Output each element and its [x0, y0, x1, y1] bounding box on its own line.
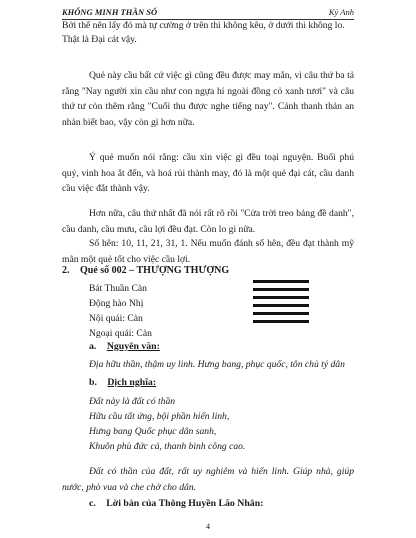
verse-line-2: Hữu cầu tất ứng, bội phần hiển linh,: [89, 411, 230, 422]
original-text: Địa hữu thần, thậm uy linh. Hưng bang, phục quốc, tôn chủ tý dân: [89, 359, 345, 370]
verse-line-3: Hưng bang Quốc phục dân sanh,: [89, 426, 217, 437]
subheading-b-title: Dịch nghĩa:: [107, 377, 157, 388]
hexagram-solid-line: [253, 296, 309, 299]
page-number: 4: [206, 522, 210, 531]
paragraph-3: Hơn nữa, câu thứ nhất đã nói rất rõ rồi "Cửa trời treo bảng đề danh", cầu danh, cầu mưu, cầu lợi đều đạt. Còn lo gì nữa.: [62, 208, 354, 235]
header-book-title: KHỔNG MINH THẦN SỐ: [62, 7, 158, 17]
verse-line-1: Đất này là đất có thần: [89, 396, 176, 407]
explanation-paragraph: Đất có thần của đất, rất uy nghiêm và hiển linh. Giúp nhà, giúp nước, phò vua và che chở cho dân.: [62, 466, 354, 493]
hexagram-solid-line: [253, 288, 309, 291]
hexagram-solid-line: [253, 304, 309, 307]
subheading-a-title: Nguyên văn:: [106, 341, 160, 352]
hexagram-name: Bát Thuần Càn: [89, 283, 147, 294]
hexagram-solid-line: [253, 280, 309, 283]
verse-line-4: Khuôn phù đức cả, thanh bình công cao.: [89, 441, 246, 452]
subheading-b-label: b.: [89, 377, 97, 388]
moving-line: Động hào Nhị: [89, 298, 144, 309]
outer-trigram: Ngoại quái: Càn: [89, 328, 152, 339]
paragraph-1: Quẻ này cầu bất cứ việc gì cũng đều được may mắn, vì câu thứ ba tả rằng "Nay người xin cầu như con ngựa hí ngoài đồng cỏ xanh tươi" và câu thứ tư còn thêm rằng "Cuối thu được nghe tiếng nay". Cảnh thanh thản an nhàn biết bao, vậy còn gì hơn nữa.: [62, 70, 354, 128]
intro-line-1: Bởi thế nên lấy đó mà tự cường ở trên thì không kêu, ở dưới thì không lo.: [62, 20, 345, 31]
running-header: [62, 6, 354, 20]
subheading-a: [89, 341, 160, 352]
section-title: Quẻ số 002 – THƯỢNG THƯỢNG: [80, 265, 230, 276]
inner-trigram: Nội quái: Càn: [89, 313, 143, 324]
subheading-c-title: Lời bàn của Thông Huyền Lão Nhân:: [106, 498, 264, 509]
paragraph-2: Ý quẻ muốn nói rằng: cầu xin việc gì đều toại nguyện. Buổi phú quý, vinh hoa ắt đến, và hoá rủi thành may, đó là một quẻ đại cát, cầu danh cầu việc đắt thành vậy.: [62, 152, 354, 194]
subheading-a-label: a.: [89, 341, 97, 352]
hexagram-solid-line: [253, 312, 309, 315]
intro-continuation: [62, 19, 354, 47]
paragraph-4: Số hên: 10, 11, 21, 31, 1. Nếu muốn đánh số hên, đều đạt thành mỹ mãn một quẻ tốt cho việc cầu lợi.: [62, 238, 354, 265]
hexagram-solid-line: [253, 320, 309, 323]
hexagram-qian-icon: [253, 280, 309, 328]
section-heading: [62, 265, 229, 276]
intro-line-2: Thật là Đại cát vậy.: [62, 34, 137, 45]
subheading-b: [89, 377, 156, 388]
header-author: Kỷ Anh: [328, 7, 354, 17]
subheading-c: [89, 498, 263, 509]
section-number: 2.: [62, 265, 70, 276]
subheading-c-label: c.: [89, 498, 96, 509]
